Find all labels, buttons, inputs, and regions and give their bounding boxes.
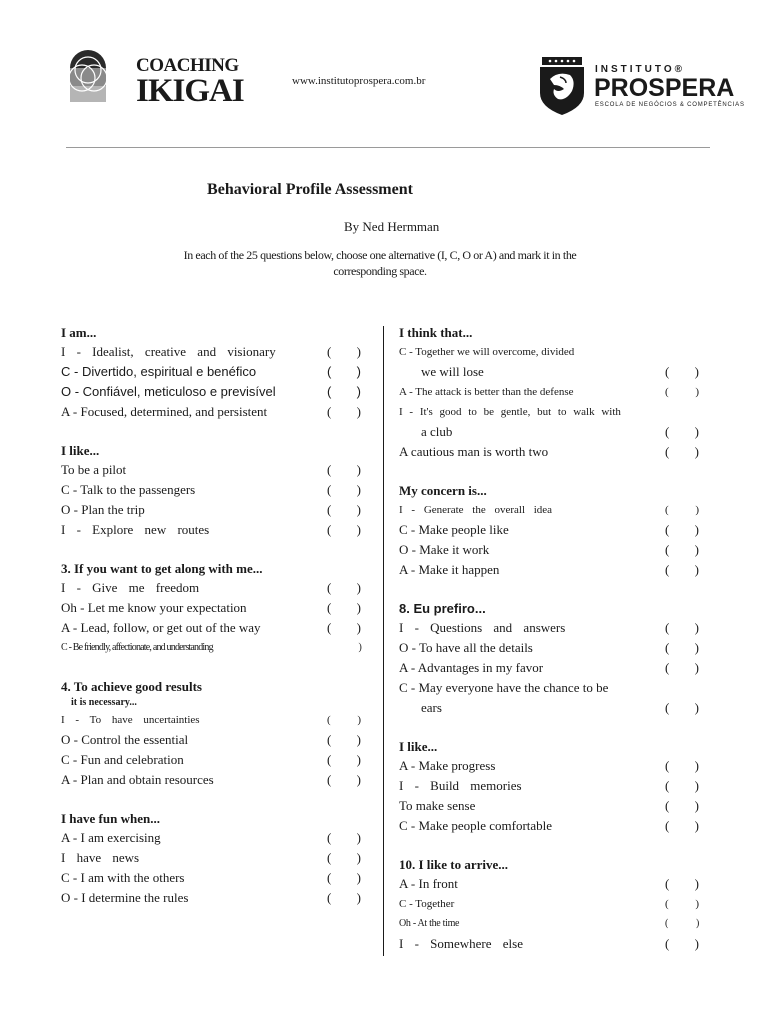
option-row[interactable] xyxy=(61,828,361,848)
answer-box[interactable]: ( ) xyxy=(665,504,699,516)
answer-box[interactable]: ( ) xyxy=(327,830,361,845)
answer-box[interactable]: ( ) xyxy=(665,562,699,577)
question-title: I like... xyxy=(61,443,100,458)
option-row[interactable] xyxy=(61,578,361,598)
option-text: A - Lead, follow, or get out of the way xyxy=(61,620,261,635)
answer-box[interactable]: ( ) xyxy=(327,482,361,497)
answer-box[interactable]: ( ) xyxy=(665,386,699,398)
answer-box[interactable]: ( ) xyxy=(665,818,699,833)
option-text: C - May everyone have the chance to be xyxy=(399,680,609,695)
brand-ikigai-text: IKIGAI xyxy=(136,73,244,109)
option-text: I - Give me freedom xyxy=(61,580,200,595)
question-title: 8. Eu prefiro... xyxy=(399,601,486,616)
question-4 xyxy=(61,678,361,790)
question-title: 3. If you want to get along with me... xyxy=(61,561,263,576)
brand-prospera-text: PROSPERA xyxy=(594,74,735,102)
option-row[interactable] xyxy=(61,848,361,868)
option-text: I - To have uncertainties xyxy=(61,714,200,726)
option-row[interactable] xyxy=(399,362,699,382)
option-text: A cautious man is worth two xyxy=(399,444,549,459)
answer-box[interactable]: ( ) xyxy=(327,522,361,537)
option-text: O - To have all the details xyxy=(399,640,533,655)
question-6 xyxy=(399,324,699,462)
brand-instituto-text: INSTITUTO® xyxy=(595,64,685,75)
question-title: 4. To achieve good results xyxy=(61,679,202,694)
column-divider xyxy=(383,326,384,956)
option-text: O - Confiável, meticuloso e previsível xyxy=(61,384,276,399)
option-text: A - Plan and obtain resources xyxy=(61,772,214,787)
option-text: A - I am exercising xyxy=(61,830,161,845)
option-row[interactable] xyxy=(61,480,361,500)
option-row[interactable] xyxy=(61,770,361,790)
answer-box[interactable]: ( ) xyxy=(327,580,361,595)
option-text: C - Together we will overcome, divided xyxy=(399,346,575,358)
option-text: I - Questions and answers xyxy=(399,620,566,635)
option-row[interactable] xyxy=(399,776,699,796)
website-link[interactable]: www.institutoprospera.com.br xyxy=(292,75,426,87)
option-row[interactable] xyxy=(61,382,361,402)
option-text: A - In front xyxy=(399,876,458,891)
answer-box[interactable]: ( ) xyxy=(665,640,699,655)
option-row[interactable] xyxy=(399,500,699,520)
option-text: I - Generate the overall idea xyxy=(399,504,553,516)
option-text: C - Divertido, espiritual e benéfico xyxy=(61,364,257,379)
answer-box[interactable]: ( ) xyxy=(665,898,699,910)
option-text: C - I am with the others xyxy=(61,870,185,885)
option-row[interactable] xyxy=(61,888,361,908)
coaching-ikigai-logo xyxy=(66,46,110,104)
instructions-line-1: In each of the 25 questions below, choose one alternative (I, C, O or A) and mark it in the xyxy=(183,248,577,262)
answer-box[interactable]: ) xyxy=(358,642,361,653)
answer-box[interactable]: ( ) xyxy=(327,462,361,477)
option-text: C - Make people like xyxy=(399,522,509,537)
answer-box[interactable]: ( ) xyxy=(665,620,699,635)
answer-box[interactable]: ( ) xyxy=(327,772,361,787)
answer-box[interactable]: ( ) xyxy=(665,876,699,891)
option-row[interactable] xyxy=(399,342,699,362)
question-2 xyxy=(61,442,361,540)
option-text: O - Control the essential xyxy=(61,732,189,747)
answer-box[interactable]: ( ) xyxy=(665,778,699,793)
option-row[interactable] xyxy=(399,796,699,816)
option-row[interactable] xyxy=(399,934,699,954)
option-text: C - Be friendly, affectionate, and understanding xyxy=(61,642,213,653)
option-text: C - Together xyxy=(399,898,455,910)
question-title: I am... xyxy=(61,325,97,340)
brand-tagline-text: ESCOLA DE NEGÓCIOS & COMPETÊNCIAS xyxy=(595,102,745,108)
answer-box[interactable]: ( ) xyxy=(665,522,699,537)
option-row[interactable] xyxy=(61,638,361,658)
option-text: I - Idealist, creative and visionary xyxy=(61,344,276,359)
question-title: I have fun when... xyxy=(61,811,160,826)
question-5 xyxy=(61,810,361,908)
question-subtitle: it is necessary... xyxy=(71,697,137,708)
option-text: To be a pilot xyxy=(61,462,127,477)
document-author: By Ned Hermman xyxy=(344,219,440,234)
answer-box[interactable]: ( ) xyxy=(327,732,361,747)
option-row[interactable] xyxy=(61,868,361,888)
option-row[interactable] xyxy=(399,540,699,560)
option-row[interactable] xyxy=(399,874,699,894)
header-divider xyxy=(66,147,710,148)
instructions xyxy=(80,247,680,279)
answer-box[interactable]: ( ) xyxy=(327,870,361,885)
option-row[interactable] xyxy=(399,560,699,580)
question-title: 10. I like to arrive... xyxy=(399,857,509,872)
option-row[interactable] xyxy=(61,402,361,422)
answer-box[interactable]: ( ) xyxy=(327,890,361,905)
option-text: Oh - Let me know your expectation xyxy=(61,600,247,615)
option-row[interactable] xyxy=(399,402,699,422)
answer-box[interactable]: ( ) xyxy=(327,600,361,615)
option-text: we will lose xyxy=(421,364,484,379)
question-7 xyxy=(399,482,699,580)
option-row[interactable] xyxy=(399,914,699,934)
answer-box[interactable]: ( ) xyxy=(327,620,361,635)
option-row[interactable] xyxy=(399,816,699,836)
option-text: I - It's good to be gentle, but to walk with xyxy=(399,406,621,418)
left-column xyxy=(61,324,361,928)
option-text: O - I determine the rules xyxy=(61,890,189,905)
option-row[interactable] xyxy=(399,422,699,442)
option-text: I - Explore new routes xyxy=(61,522,210,537)
option-row[interactable] xyxy=(399,756,699,776)
question-title: My concern is... xyxy=(399,483,487,498)
option-text: A - Focused, determined, and persistent xyxy=(61,404,268,419)
option-row[interactable] xyxy=(399,638,699,658)
option-row[interactable] xyxy=(61,342,361,362)
document-title: Behavioral Profile Assessment xyxy=(207,181,413,198)
question-title: I like... xyxy=(399,739,438,754)
answer-box[interactable]: ( ) xyxy=(665,700,699,715)
option-row[interactable] xyxy=(399,698,699,718)
option-row[interactable] xyxy=(399,618,699,638)
option-row[interactable] xyxy=(61,730,361,750)
answer-box[interactable]: ( ) xyxy=(665,424,699,439)
answer-box[interactable]: ( ) xyxy=(665,798,699,813)
option-text: Oh - At the time xyxy=(399,918,460,929)
answer-box[interactable]: ( ) xyxy=(327,384,361,399)
option-row[interactable] xyxy=(61,618,361,638)
option-text: a club xyxy=(421,424,453,439)
option-text: O - Make it work xyxy=(399,542,490,557)
brand-coaching-text: COACHING xyxy=(136,55,239,76)
answer-box[interactable]: ( ) xyxy=(327,502,361,517)
answer-box[interactable]: ( ) xyxy=(665,758,699,773)
answer-box[interactable]: ( ) xyxy=(327,404,361,419)
option-row[interactable] xyxy=(61,750,361,770)
option-row[interactable] xyxy=(399,520,699,540)
option-row[interactable] xyxy=(399,658,699,678)
option-row[interactable] xyxy=(399,894,699,914)
option-text: A - The attack is better than the defense xyxy=(399,386,574,398)
answer-box[interactable]: ( ) xyxy=(327,752,361,767)
answer-box[interactable]: ( ) xyxy=(327,364,361,379)
answer-box[interactable]: ( ) xyxy=(327,714,361,726)
option-row[interactable] xyxy=(61,362,361,382)
question-8 xyxy=(399,600,699,718)
answer-box[interactable]: ( ) xyxy=(665,542,699,557)
option-text: C - Fun and celebration xyxy=(61,752,184,767)
instructions-line-2: corresponding space. xyxy=(333,264,427,278)
answer-box[interactable]: ( ) xyxy=(327,850,361,865)
option-text: I have news xyxy=(61,850,140,865)
option-row[interactable] xyxy=(399,382,699,402)
question-9 xyxy=(399,738,699,836)
option-text: I - Build memories xyxy=(399,778,522,793)
answer-box[interactable]: ( ) xyxy=(665,936,699,951)
answer-box[interactable]: ( ) xyxy=(327,344,361,359)
option-text: O - Plan the trip xyxy=(61,502,145,517)
option-text: A - Make it happen xyxy=(399,562,500,577)
option-text: I - Somewhere else xyxy=(399,936,523,951)
right-column xyxy=(399,324,699,974)
option-row[interactable] xyxy=(61,500,361,520)
option-row[interactable] xyxy=(61,520,361,540)
question-title: I think that... xyxy=(399,325,473,340)
option-text: A - Advantages in my favor xyxy=(399,660,544,675)
answer-box[interactable]: ( ) xyxy=(665,444,699,459)
question-3 xyxy=(61,560,361,658)
answer-box[interactable]: ( ) xyxy=(665,918,699,929)
answer-box[interactable]: ( ) xyxy=(665,660,699,675)
option-text: ears xyxy=(421,700,442,715)
question-10 xyxy=(399,856,699,954)
option-text: To make sense xyxy=(399,798,476,813)
lion-shield-icon xyxy=(536,55,588,117)
option-row[interactable] xyxy=(61,710,361,730)
answer-box[interactable]: ( ) xyxy=(665,364,699,379)
option-row[interactable] xyxy=(399,678,699,698)
question-1 xyxy=(61,324,361,422)
option-text: A - Make progress xyxy=(399,758,496,773)
option-row[interactable] xyxy=(399,442,699,462)
option-row[interactable] xyxy=(61,598,361,618)
option-row[interactable] xyxy=(61,460,361,480)
option-text: C - Make people comfortable xyxy=(399,818,553,833)
option-text: C - Talk to the passengers xyxy=(61,482,196,497)
